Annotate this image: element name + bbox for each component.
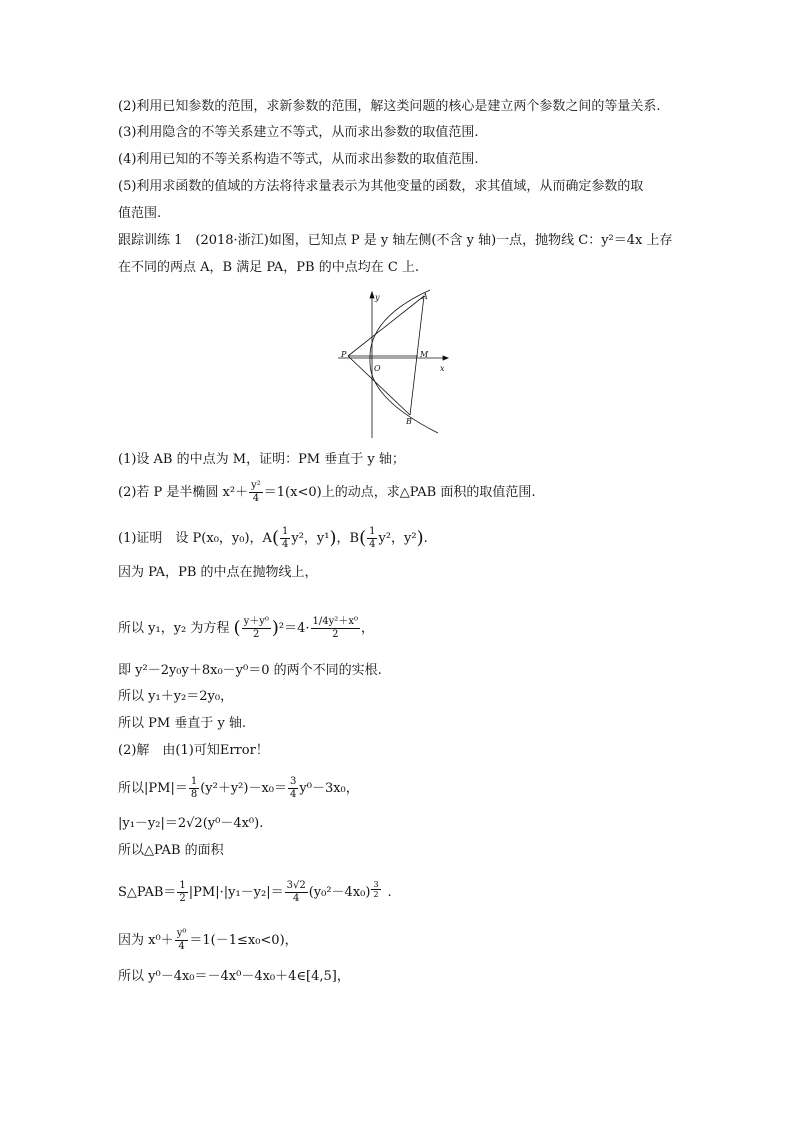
- question-1: (1)设 AB 的中点为 M，证明：PM 垂直于 y 轴；: [118, 452, 405, 467]
- y-arrow-icon: [370, 292, 374, 298]
- equation-line: 所以|PM|＝ $\frac{1}{8}$ (y²＋y²)－x₀＝ $\frac{3}{4}$ y⁰－3x₀，: [118, 776, 359, 800]
- text-line: 所以 y₁＋y₂＝2y₀，: [118, 689, 234, 704]
- area-formula: S△PAB＝ $\frac{1}{2}$ |PM|·|y₁－y₂|＝ $\frac{3√2}{4}$ (y₀²－4x₀) $\frac{3}{2}$ .: [118, 880, 392, 904]
- text-line: 在不同的两点 A，B 满足 PA，PB 的中点均在 C 上.: [118, 260, 420, 275]
- segment-pa: [348, 296, 424, 356]
- text-line: 所以 PM 垂直于 y 轴.: [118, 716, 247, 731]
- equation-line: 所以 y₁，y₂ 为方程 ( $\frac{\text{y＋y⁰}}{2}$ )²＝4· $\frac{\text{1/4y²＋x⁰}}{2}$ ，: [118, 616, 374, 640]
- text-line: (2)解 由(1)可知Error！: [118, 743, 269, 758]
- label-o: O: [374, 364, 381, 373]
- label-x: x: [440, 364, 445, 373]
- text-line: (2)利用已知参数的范围，求新参数的范围，解这类问题的核心是建立两个参数之间的等量关系.: [118, 99, 661, 114]
- text-line: 所以 y⁰－4x₀＝－4x⁰－4x₀＋4∈[4,5]，: [118, 969, 350, 984]
- label-a: A: [422, 292, 428, 301]
- label-b: B: [406, 417, 412, 426]
- label-p: P: [341, 350, 347, 359]
- text-line: 所以△PAB 的面积: [118, 843, 224, 858]
- text-line: (5)利用求函数的值域的方法将待求量表示为其他变量的函数，求其值域，从而确定参数的取: [118, 179, 644, 194]
- parabola-figure: [338, 288, 460, 438]
- label-m: M: [420, 350, 429, 359]
- label-y: y: [375, 293, 380, 302]
- x-arrow-icon: [443, 356, 448, 360]
- text-line: |y₁－y₂|＝2√2(y⁰－4x⁰).: [118, 816, 264, 831]
- text-line: 即 y²－2y₀y＋8x₀－y⁰＝0 的两个不同的实根.: [118, 663, 382, 678]
- text-line: (4)利用已知的不等关系构造不等式，从而求出参数的取值范围.: [118, 152, 479, 167]
- text-line: 因为 PA，PB 的中点在抛物线上，: [118, 565, 318, 580]
- solution-setup: (1)证明 设 P(x₀，y₀)，A( $\frac{1}{4}$ y²，y¹)，B( $\frac{1}{4}$ y²，y²).: [118, 526, 428, 550]
- equation-line: 因为 x⁰＋ $\frac{\text{y⁰}}{4}$ ＝1(－1≤x₀<0)，: [118, 928, 298, 952]
- text-line: (3)利用隐含的不等关系建立不等式，从而求出参数的取值范围.: [118, 125, 479, 140]
- question-2: (2)若 P 是半椭圆 x²＋ $\frac{\text{y²}}{4}$ ＝1(x<0)上的动点，求△PAB 面积的取值范围.: [118, 480, 536, 504]
- text-line: 值范围.: [118, 206, 162, 221]
- exercise-heading: 跟踪训练 1 (2018·浙江)如图，已知点 P 是 y 轴左侧(不含 y 轴)一点，抛物线 C：y²＝4x 上存: [118, 233, 673, 248]
